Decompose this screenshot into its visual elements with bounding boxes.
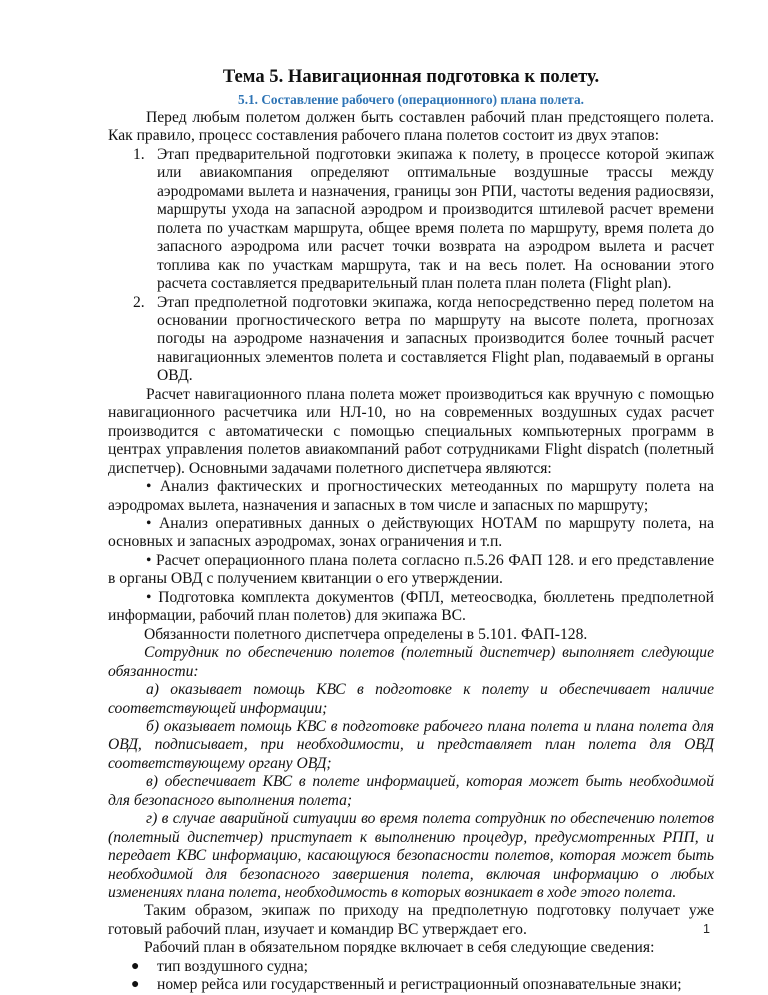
stage-number: 2. xyxy=(133,293,145,311)
duty-item: г) в случае аварийной ситуации во время полета сотрудник по обеспечению полетов (полетный диспетчер) приступает к выполнению процедур, предусмотренных РПП, и передает КВС информацию, касающуюся безопасности полетов, которая может быть необходимой для безопасного завершения полета, включая информацию о любых изменениях плана полета, необходимость в которых возникает в ходе этого полета. xyxy=(108,810,714,902)
stage-item xyxy=(133,293,714,386)
stages-list xyxy=(108,146,714,386)
dispatcher-task: • Расчет операционного плана полета согласно п.5.26 ФАП 128. и его представление в органы ОВД с получением квитанции о его утверждении. xyxy=(108,551,714,588)
duty-item: в) обеспечивает КВС в полете информацией, которая может быть необходимой для безопасного выполнения полета; xyxy=(108,773,714,809)
duty-item: а) оказывает помощь КВС в подготовке к полету и обеспечивает наличие соответствующей информации; xyxy=(108,681,714,717)
stage-text: Этап предполетной подготовки экипажа, когда непосредственно перед полетом на основании прогностического ветра по маршруту на высоте полета, прогнозах погоды на аэродроме назначения и запасных производится более точный расчет навигационных элементов полета и составляется Flight plan, подаваемый в органы ОВД. xyxy=(157,293,714,385)
bullet-icon: ● xyxy=(131,958,140,974)
plan-contents-item xyxy=(131,957,714,976)
plan-contents-item xyxy=(131,976,714,994)
conclusion-paragraph: Таким образом, экипаж по приходу на предполетную подготовку получает уже готовый рабочий план, изучает и командир ВС утверждает его. xyxy=(108,902,714,938)
duties-reference: Обязанности полетного диспетчера определены в 5.101. ФАП-128. xyxy=(144,625,588,643)
plan-contents-text: тип воздушного судна; xyxy=(157,957,308,975)
document-page xyxy=(108,66,714,995)
stage-number: 1. xyxy=(133,145,145,163)
document-title: Тема 5. Навигационная подготовка к полету. xyxy=(222,66,600,87)
duty-item: б) оказывает помощь КВС в подготовке рабочего плана полета и плана полета для ОВД, подписывает, при необходимости, и представляет план полета для ОВД соответствующему органу ОВД; xyxy=(108,717,714,772)
page-number: 1 xyxy=(703,922,710,936)
stage-item xyxy=(133,145,714,294)
plan-contents-text: номер рейса или государственный и регистрационный опознавательные знаки; xyxy=(157,976,682,994)
calc-paragraph: Расчет навигационного плана полета может производиться как вручную с помощью навигационного расчетчика или НЛ-10, но на современных воздушных судах расчет производится с автоматически с помощью специальных компьютерных программ в центрах управления полетов авиакомпаний работ сотрудниками Flight dispatch (полетный диспетчер). Основными задачами полетного диспетчера являются: xyxy=(108,385,714,477)
intro-paragraph: Перед любым полетом должен быть составлен рабочий план предстоящего полета. Как правило, процесс составления рабочего плана полетов состоит из двух этапов: xyxy=(108,109,714,145)
bullet-icon: ● xyxy=(131,977,140,993)
stage-text: Этап предварительной подготовки экипажа к полету, в процессе которой экипаж или авиакомпания определяют оптимальные воздушные трассы между аэродромами вылета и назначения, границы зон РПИ, частоты ведения радиосвязи, маршруты ухода на запасной аэродром и производится штилевой расчет времени полета по участкам маршрута, общее время полета по маршруту, время полета до запасного аэродрома или расчет точки возврата на аэродром вылета и расчет топлива как по участкам маршрута, так и на весь полет. На основании этого расчета составляется предварительный план полета план полета (Flight plan). xyxy=(157,145,714,293)
dispatcher-task: • Анализ оперативных данных о действующих НОТАМ по маршруту полета, на основных и запасных аэродромах, зонах ограничения и т.п. xyxy=(108,514,714,551)
plan-contents-intro: Рабочий план в обязательном порядке включает в себя следующие сведения: xyxy=(144,939,655,957)
section-subtitle: 5.1. Составление рабочего (операционного) плана полета. xyxy=(238,92,584,107)
dispatcher-task: • Анализ фактических и прогностических метеоданных по маршруту полета на аэродромах вылета, назначения и запасных в том числе и запасных по маршруту; xyxy=(108,478,714,514)
plan-contents-list xyxy=(108,958,714,995)
duties-intro: Сотрудник по обеспечению полетов (полетный диспетчер) выполняет следующие обязанности: xyxy=(108,644,714,680)
dispatcher-task: • Подготовка комплекта документов (ФПЛ, метеосводка, бюллетень предполетной информации, рабочий план полетов) для экипажа ВС. xyxy=(108,588,714,625)
